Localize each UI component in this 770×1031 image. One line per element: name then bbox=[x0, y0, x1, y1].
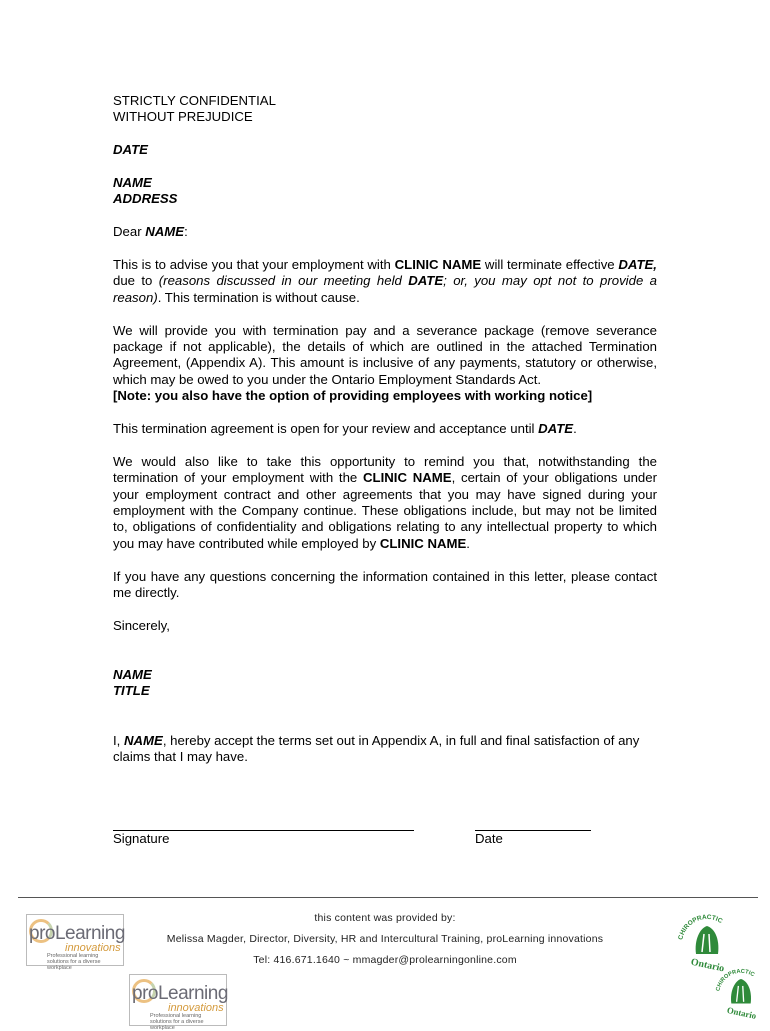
header-line-1: STRICTLY CONFIDENTIAL bbox=[113, 93, 276, 108]
confidential-header bbox=[113, 93, 657, 126]
date-block bbox=[475, 808, 591, 847]
p1-reason-2: ; or, you may opt not to provide a reason) bbox=[113, 273, 657, 305]
p1-text-1: This is to advise you that your employment with bbox=[113, 257, 395, 272]
seal-figure-icon bbox=[731, 979, 751, 1004]
seal-ontario-text: Ontario bbox=[726, 1004, 758, 1021]
acceptance-name: NAME bbox=[124, 732, 163, 748]
footer-provided-by: this content was provided by: bbox=[314, 912, 456, 924]
letter-date: DATE bbox=[113, 142, 148, 158]
seal-figure-icon bbox=[696, 926, 719, 954]
signature-label: Signature bbox=[113, 831, 170, 846]
signature-line[interactable] bbox=[113, 808, 414, 831]
seal-arc-text: CHIROPRACTIC bbox=[677, 913, 724, 941]
p2-text: We will provide you with termination pay and a severance package (remove severance package if not applicable), the details of which are outlined in the attached Termination Agreement, (Appendix A). This amount is inclusive of any payments, statutory or otherwise, which may be owed to you under the Ontario Employment Standards Act. bbox=[113, 322, 657, 387]
p3-end: . bbox=[573, 421, 577, 437]
salutation-suffix: : bbox=[184, 224, 188, 240]
logo-name: proLearning bbox=[29, 923, 125, 944]
sender-title: TITLE bbox=[113, 683, 150, 699]
logo-name: proLearning bbox=[132, 983, 228, 1004]
p3-text: This termination agreement is open for your review and acceptance until bbox=[113, 421, 539, 437]
date-line[interactable] bbox=[475, 808, 591, 831]
acceptance-statement bbox=[113, 733, 657, 766]
seal-arc-text: CHIROPRACTIC bbox=[715, 968, 756, 992]
paragraph-questions: If you have any questions concerning the information contained in this letter, please contact me directly. bbox=[113, 568, 657, 601]
recipient-name: NAME bbox=[113, 175, 152, 190]
prolearning-logo-2 bbox=[129, 974, 228, 1031]
paragraph-termination-notice bbox=[113, 257, 657, 306]
p4-clinic-name: CLINIC NAME bbox=[363, 470, 452, 486]
salutation-prefix: Dear bbox=[113, 224, 146, 240]
seal-ontario-text: Ontario bbox=[689, 956, 726, 974]
letter-body bbox=[113, 93, 657, 782]
recipient-address: ADDRESS bbox=[113, 191, 178, 207]
chiropractic-ontario-seal-2 bbox=[712, 962, 770, 1024]
header-line-2: WITHOUT PREJUDICE bbox=[113, 109, 253, 125]
p4-end: . bbox=[466, 535, 470, 551]
logo-sub: innovations bbox=[168, 1002, 224, 1014]
p1-clinic-name: CLINIC NAME bbox=[394, 257, 482, 272]
p1-date: DATE, bbox=[618, 257, 657, 272]
p4-clinic-name-2: CLINIC NAME bbox=[379, 535, 467, 551]
prolearning-logo bbox=[26, 914, 125, 971]
p3-date: DATE bbox=[538, 421, 574, 437]
paragraph-severance bbox=[113, 323, 657, 405]
sender-name: NAME bbox=[113, 667, 152, 683]
logo-sub: innovations bbox=[65, 942, 121, 954]
logo-tagline: Professional learning solutions for a diverse workplace bbox=[47, 953, 101, 971]
p2-note: [Note: you also have the option of providing employees with working notice] bbox=[113, 388, 593, 404]
p1-text-2: will terminate effective bbox=[481, 257, 619, 272]
footer-contact-details: Tel: 416.671.1640 ~ mmagder@prolearningonline.com bbox=[253, 954, 517, 966]
signature-block bbox=[113, 808, 414, 847]
p1-text-3: due to bbox=[113, 273, 159, 289]
p4-text-1: We would also like to take this opportunity to remind you that, notwithstanding the termination of your employment with the bbox=[113, 453, 657, 486]
closing: Sincerely, bbox=[113, 617, 170, 633]
p4-text-2: , certain of your obligations under your employment contract and other agreements that you may have signed during your employment with the Company continue. These obligations include, but may not be limited to, obligations of confidentiality and obligations relating to any intellectual property to which you may have contributed while employed by bbox=[113, 470, 657, 551]
acceptance-text-2: , hereby accept the terms set out in Appendix A, in full and final satisfaction of any claims that I may have. bbox=[113, 732, 640, 765]
acceptance-text-1: I, bbox=[113, 732, 124, 748]
salutation-name: NAME bbox=[145, 224, 185, 240]
footer-contact-person: Melissa Magder, Director, Diversity, HR and Intercultural Training, proLearning innovations bbox=[166, 933, 604, 945]
salutation bbox=[113, 224, 657, 240]
date-label: Date bbox=[475, 831, 503, 846]
logo-tagline: Professional learning solutions for a diverse workplace bbox=[150, 1013, 204, 1031]
p1-text-4: . This termination is without cause. bbox=[157, 289, 360, 305]
paragraph-obligations bbox=[113, 454, 657, 552]
p1-reason-1: (reasons discussed in our meeting held bbox=[158, 273, 409, 289]
p1-date-2: DATE bbox=[408, 273, 444, 289]
paragraph-acceptance-deadline bbox=[113, 421, 657, 437]
footer-divider bbox=[18, 897, 758, 898]
